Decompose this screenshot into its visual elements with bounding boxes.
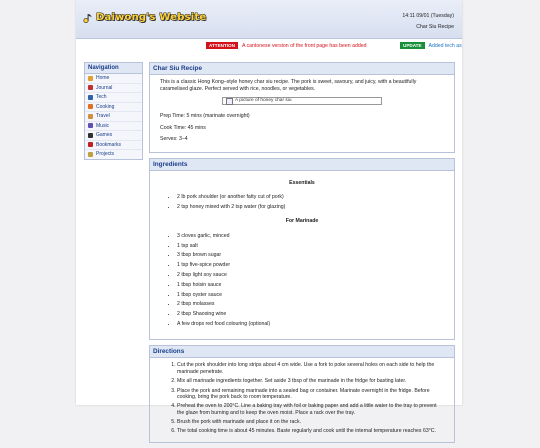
recipe-image-alt: A picture of honey char siu (235, 97, 292, 103)
list-item: • 2 tbsp molasses (177, 301, 444, 308)
ingredients-box (149, 158, 455, 341)
ticker-text: Added tech as (428, 42, 462, 49)
list-item: • 2 tbsp light soy sauce (177, 272, 444, 279)
monitor-icon (88, 95, 93, 100)
travel-icon (88, 114, 93, 119)
site-logo[interactable] (83, 12, 206, 23)
sidebar-item-label: Music (96, 122, 110, 129)
servings: Serves: 3–4 (160, 136, 188, 142)
recipe-summary-body (150, 75, 454, 152)
header-datetime: 14:11 09/01 (Tuesday) (402, 13, 454, 19)
essentials-title: Essentials (289, 179, 315, 186)
sidebar-item-label: Home (96, 75, 110, 82)
essentials-list (160, 194, 444, 210)
update-badge: UPDATE (400, 42, 425, 49)
directions-body (150, 358, 454, 441)
list-item: 4. Preheat the oven to 200°C. Line a baking tray with foil or baking paper and add a little water to the tray to prevent the glaze from burning and to keep the oven moist. Place a rack over the tray. (177, 403, 444, 416)
sidebar-item-label: Journal (96, 84, 113, 91)
folder-icon (88, 152, 93, 157)
music-note-icon (83, 13, 93, 23)
recipe-image (222, 97, 382, 105)
music-icon (88, 123, 93, 128)
ingredients-title: Ingredients (150, 159, 454, 171)
ingredients-body (150, 171, 454, 340)
attention-badge: ATTENTION (206, 42, 238, 49)
recipe-summary-box (149, 62, 455, 153)
sidebar-item-journal[interactable] (85, 84, 142, 94)
broken-image-icon (226, 98, 233, 105)
directions-list (160, 362, 444, 434)
journal-icon (88, 85, 93, 90)
sidebar-item-games[interactable] (85, 131, 142, 141)
sidebar-item-label: Bookmarks (96, 141, 122, 148)
sidebar-item-label: Projects (96, 151, 115, 158)
sidebar-item-tech[interactable] (85, 93, 142, 103)
marinade-list (160, 233, 444, 328)
list-item: 6. The total cooking time is about 45 minutes. Baste regularly and cook until the internal temperature reaches 63°C. (177, 428, 444, 435)
list-item: • 3 tbsp brown sugar (177, 252, 444, 259)
list-item: 3. Place the pork and remaining marinade into a sealed bag or container. Marinate overnight in the fridge. Before cooking, bring the pork back to room temperature. (177, 388, 444, 401)
ticker-item[interactable] (206, 42, 367, 49)
sidebar-item-home[interactable] (85, 74, 142, 84)
list-item: • 1 tsp salt (177, 243, 444, 250)
list-item: • 2 lb pork shoulder (or another fatty cut of pork) (177, 194, 444, 201)
marinade-title: For Marinade (285, 218, 319, 225)
cook-time: Cook Time: 45 mins (160, 124, 206, 131)
list-item: • 3 cloves garlic, minced (177, 233, 444, 240)
ticker-text: A cantonese version of the front page has been added (241, 42, 367, 49)
header-page-name: Char Siu Recipe (416, 24, 454, 30)
bookmark-icon (88, 142, 93, 147)
recipe-intro: This is a classic Hong Kong–style honey char siu recipe. The pork is sweet, savoury, and juicy, with a beautifully caramelised glaze. Perfect served with rice, noodles, or vegetables. (160, 79, 417, 92)
home-icon (88, 76, 93, 81)
navigation-sidebar (84, 62, 143, 160)
directions-box (149, 345, 455, 442)
sidebar-item-label: Travel (96, 113, 110, 120)
sidebar-item-label: Games (96, 132, 113, 139)
sidebar-item-cooking[interactable] (85, 103, 142, 113)
header-info (402, 11, 454, 33)
list-item: • 1 tsp five-spice powder (177, 262, 444, 269)
bowl-icon (88, 104, 93, 109)
list-item: • A few drops red food colouring (optional) (177, 321, 444, 328)
sidebar-item-music[interactable] (85, 122, 142, 132)
sidebar-item-label: Cooking (96, 103, 115, 110)
list-item: 5. Brush the pork with marinade and place it on the rack. (177, 419, 444, 426)
site-header (76, 0, 462, 39)
list-item: • 2 tbsp Shaoxing wine (177, 311, 444, 318)
prep-time: Prep Time: 5 mins (marinate overnight) (160, 113, 250, 119)
page-frame (76, 0, 462, 435)
sidebar-item-bookmarks[interactable] (85, 141, 142, 151)
sidebar-item-label: Tech (96, 94, 107, 101)
list-item: 1. Cut the pork shoulder into long strips about 4 cm wide. Use a fork to poke several holes on each side to help the marinade penetrate. (177, 362, 444, 375)
list-item: • 2 tsp honey mixed with 2 tsp water (for glazing) (177, 204, 444, 211)
list-item: • 1 tbsp oyster sauce (177, 292, 444, 299)
games-icon (88, 133, 93, 138)
ticker-item[interactable] (400, 42, 462, 49)
sidebar-item-travel[interactable] (85, 112, 142, 122)
sidebar-item-projects[interactable] (85, 150, 142, 159)
main-content (149, 62, 455, 448)
sidebar-title: Navigation (85, 63, 142, 74)
list-item: 2. Mix all marinade ingredients together. Set aside 3 tbsp of the marinade in the fridge for basting later. (177, 378, 444, 385)
list-item: • 1 tbsp hoisin sauce (177, 282, 444, 289)
news-ticker (76, 40, 462, 52)
site-title: Daiwong's Website (96, 12, 207, 23)
recipe-title: Char Siu Recipe (150, 63, 454, 75)
directions-title: Directions (150, 346, 454, 358)
